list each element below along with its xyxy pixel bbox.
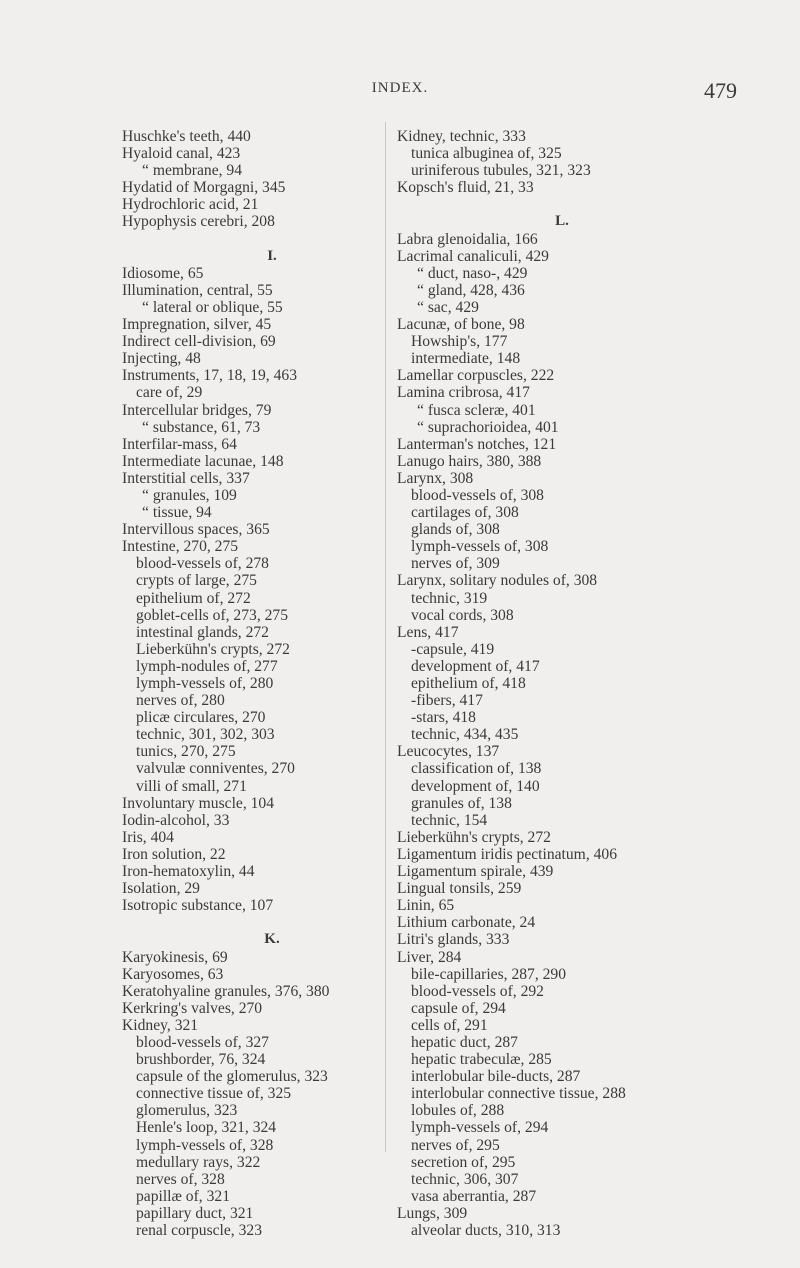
index-subentry: secretion of, 295 [411,1153,516,1171]
index-subentry: lymph-nodules of, 277 [136,657,278,675]
index-subentry: technic, 154 [411,811,488,829]
index-subentry: intestinal glands, 272 [136,623,269,641]
section-letter-heading: I. [267,247,277,264]
index-subentry: interlobular connective tissue, 288 [411,1085,626,1103]
index-subentry: goblet-cells of, 273, 275 [136,606,289,624]
index-subentry: Henle's loop, 321, 324 [136,1119,277,1137]
index-subentry: technic, 301, 302, 303 [136,726,275,744]
index-entry: Lamellar corpuscles, 222 [397,367,555,385]
index-subentry: medullary rays, 322 [136,1153,261,1171]
index-entry: Hydrochloric acid, 21 [122,196,259,214]
index-subentry: lymph-vessels of, 308 [411,538,549,556]
index-entry: Lacunæ, of bone, 98 [397,316,525,334]
index-subentry: care of, 29 [136,384,203,402]
index-subentry: crypts of large, 275 [136,572,257,590]
index-entry: Lens, 417 [397,623,459,641]
index-entry: Hydatid of Morgagni, 345 [122,179,286,197]
index-subentry: “ gland, 428, 436 [417,281,525,299]
index-entry: Lacrimal canaliculi, 429 [397,247,549,265]
index-subentry: vasa aberrantia, 287 [411,1187,537,1205]
index-entry: Lithium carbonate, 24 [397,914,536,932]
index-subentry: Lieberkühn's crypts, 272 [136,640,290,658]
index-entry: Keratohyaline granules, 376, 380 [122,982,330,1000]
index-subentry: cartilages of, 308 [411,504,519,522]
index-entry: Indirect cell-division, 69 [122,333,276,351]
index-subentry: connective tissue of, 325 [136,1085,292,1103]
index-column-right [397,128,727,1239]
index-subentry: plicæ circulares, 270 [136,709,266,727]
index-subentry: classification of, 138 [411,760,542,778]
spacer [122,914,422,931]
index-subentry: papillary duct, 321 [136,1204,254,1222]
index-subentry: hepatic trabeculæ, 285 [411,1051,552,1069]
index-entry: Liver, 284 [397,948,462,966]
index-subentry: “ lateral or oblique, 55 [142,298,283,316]
index-subentry: -stars, 418 [411,709,476,727]
index-entry: Iron-hematoxylin, 44 [122,863,255,881]
index-subentry: alveolar ducts, 310, 313 [411,1222,561,1239]
index-entry: Lieberkühn's crypts, 272 [397,828,551,846]
index-subentry: -fibers, 417 [411,692,483,710]
index-subentry: capsule of the glomerulus, 323 [136,1068,328,1086]
index-entry: Kidney, 321 [122,1016,199,1034]
index-subentry: technic, 319 [411,589,488,607]
index-entry: Iris, 404 [122,828,174,846]
index-subentry: “ granules, 109 [142,486,237,504]
index-subentry: technic, 434, 435 [411,726,519,744]
index-subentry: development of, 140 [411,777,540,795]
index-subentry: renal corpuscle, 323 [136,1222,262,1239]
index-subentry: “ tissue, 94 [142,504,212,522]
section-letter-heading: K. [264,931,280,948]
index-subentry: Howship's, 177 [411,333,508,351]
index-entry: Intervillous spaces, 365 [122,521,270,539]
index-entry: Iodin-alcohol, 33 [122,811,230,829]
section-letter-heading: L. [555,213,569,230]
page-header-title: INDEX. [371,80,429,96]
index-subentry: lymph-vessels of, 280 [136,675,274,692]
index-entry: Huschke's teeth, 440 [122,128,251,145]
index-entry: Larynx, 308 [397,469,474,487]
index-column-left [122,128,422,1239]
index-subentry: glands of, 308 [411,521,500,539]
index-entry: Lamina cribrosa, 417 [397,384,530,402]
index-subentry: interlobular bile-ducts, 287 [411,1068,581,1086]
index-entry: Illumination, central, 55 [122,281,273,299]
index-subentry: blood-vessels of, 327 [136,1033,269,1051]
index-subentry: development of, 417 [411,657,540,675]
index-entry: Interstitial cells, 337 [122,469,250,487]
index-entry: Litri's glands, 333 [397,931,510,949]
spacer [397,196,727,213]
index-subentry: blood-vessels of, 308 [411,486,544,504]
index-entry: Lanterman's notches, 121 [397,435,557,453]
index-subentry: lobules of, 288 [411,1102,505,1120]
index-entry: Kerkring's valves, 270 [122,999,263,1017]
index-subentry: capsule of, 294 [411,999,506,1017]
index-subentry: “ suprachorioidea, 401 [417,418,559,436]
index-entry: Injecting, 48 [122,350,201,368]
index-subentry: “ fusca scleræ, 401 [417,401,536,419]
index-subentry: granules of, 138 [411,794,512,812]
index-subentry: bile-capillaries, 287, 290 [411,965,567,983]
index-subentry: tunica albuginea of, 325 [411,145,562,163]
index-entry: Karyosomes, 63 [122,965,224,983]
index-entry: Lingual tonsils, 259 [397,880,522,898]
index-entry: Kidney, technic, 333 [397,128,526,145]
index-subentry: nerves of, 280 [136,692,225,710]
index-subentry: brushborder, 76, 324 [136,1051,266,1069]
index-entry: Impregnation, silver, 45 [122,316,272,334]
index-entry: Instruments, 17, 18, 19, 463 [122,367,297,385]
index-subentry: blood-vessels of, 278 [136,555,269,573]
index-subentry: hepatic duct, 287 [411,1033,518,1051]
index-subentry: epithelium of, 418 [411,675,526,692]
index-subentry: villi of small, 271 [136,777,247,795]
index-subentry: vocal cords, 308 [411,606,514,624]
index-entry: Larynx, solitary nodules of, 308 [397,572,598,590]
index-subentry: technic, 306, 307 [411,1170,519,1188]
index-entry: Lanugo hairs, 380, 388 [397,452,542,470]
index-subentry: “ membrane, 94 [142,162,243,180]
index-subentry: “ duct, naso-, 429 [417,264,528,282]
index-subentry: tunics, 270, 275 [136,743,236,761]
index-entry: Ligamentum iridis pectinatum, 406 [397,845,618,863]
index-entry: Linin, 65 [397,897,455,915]
index-entry: Hypophysis cerebri, 208 [122,213,275,231]
index-subentry: “ sac, 429 [417,298,479,316]
index-entry: Lungs, 309 [397,1204,468,1222]
index-subentry: lymph-vessels of, 328 [136,1136,274,1154]
page-number: 479 [704,78,737,103]
index-entry: Idiosome, 65 [122,264,204,282]
index-entry: Iron solution, 22 [122,845,226,863]
index-entry: Leucocytes, 137 [397,743,500,761]
index-entry: Intestine, 270, 275 [122,538,239,556]
index-subentry: valvulæ conniventes, 270 [136,760,295,778]
index-subentry: papillæ of, 321 [136,1187,230,1205]
index-entry: Intermediate lacunae, 148 [122,452,284,470]
index-subentry: nerves of, 295 [411,1136,500,1154]
index-subentry: “ substance, 61, 73 [142,418,261,436]
index-subentry: lymph-vessels of, 294 [411,1119,549,1137]
spacer [122,231,422,248]
index-entry: Labra glenoidalia, 166 [397,230,538,248]
index-entry: Kopsch's fluid, 21, 33 [397,179,534,197]
index-entry: Hyaloid canal, 423 [122,145,241,163]
index-entry: Isolation, 29 [122,880,200,898]
index-entry: Involuntary muscle, 104 [122,794,275,812]
index-entry: Karyokinesis, 69 [122,948,228,966]
index-entry: Intercellular bridges, 79 [122,401,272,419]
index-subentry: uriniferous tubules, 321, 323 [411,162,591,180]
index-subentry: blood-vessels of, 292 [411,982,544,1000]
index-subentry: -capsule, 419 [411,640,495,658]
index-subentry: nerves of, 328 [136,1170,225,1188]
index-entry: Ligamentum spirale, 439 [397,863,554,881]
index-subentry: epithelium of, 272 [136,589,251,607]
index-entry: Isotropic substance, 107 [122,897,274,915]
index-entry: Interfilar-mass, 64 [122,435,237,453]
index-subentry: nerves of, 309 [411,555,500,573]
index-subentry: intermediate, 148 [411,350,521,368]
index-subentry: cells of, 291 [411,1016,488,1034]
index-subentry: glomerulus, 323 [136,1102,238,1120]
